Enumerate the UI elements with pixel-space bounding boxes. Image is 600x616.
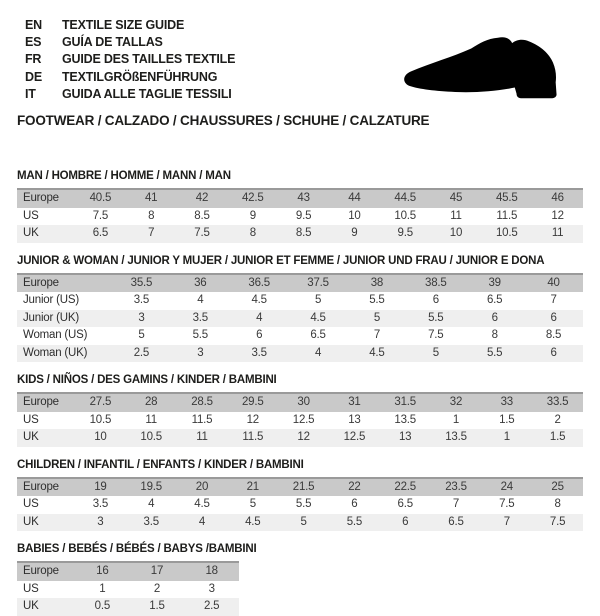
size-cell: 29.5	[241, 396, 264, 409]
size-cell: 11	[551, 227, 564, 240]
size-cell: 3	[197, 346, 204, 359]
size-cell: 43	[297, 192, 310, 205]
size-cell: 3.5	[192, 311, 208, 324]
size-cell: 10	[348, 209, 361, 222]
table-row	[17, 412, 583, 430]
size-cell: 32	[449, 396, 463, 409]
size-cell: 38.5	[425, 276, 447, 289]
size-cell: 4.5	[245, 515, 261, 528]
size-cell: 30	[297, 396, 310, 409]
size-cell: 10	[94, 431, 107, 444]
row-label: US	[23, 582, 39, 595]
size-cell: 8	[249, 227, 256, 240]
size-cell: 8.5	[545, 329, 562, 342]
size-cell: 2	[554, 413, 561, 426]
size-cell: 22.5	[394, 480, 416, 493]
size-cell: 12	[246, 413, 259, 426]
row-label: Europe	[23, 565, 59, 578]
size-cell: 3.5	[143, 515, 159, 528]
size-cell: 5.5	[192, 329, 208, 342]
table-title: KIDS / NIÑOS / DES GAMINS / KINDER / BAMBINI	[17, 374, 277, 387]
size-cell: 11.5	[496, 209, 518, 222]
table-row	[17, 479, 583, 497]
table-row	[17, 345, 583, 363]
size-cell: 37.5	[307, 276, 329, 289]
table-row	[17, 429, 583, 447]
size-cell: 13.5	[394, 413, 416, 426]
table-row	[17, 225, 583, 243]
language-code: DE	[25, 69, 42, 84]
size-cell: 4	[256, 311, 263, 324]
size-cell: 6.5	[486, 294, 503, 307]
size-table-children	[17, 459, 583, 532]
row-label: Europe	[23, 276, 59, 289]
table-title: CHILDREN / INFANTIL / ENFANTS / KINDER / BAMBINI	[17, 458, 304, 471]
size-cell: 13	[348, 413, 361, 426]
row-label: UK	[23, 515, 39, 528]
size-cell: 10.5	[140, 431, 162, 444]
row-label: Junior (US)	[23, 294, 79, 307]
size-cell: 31.5	[394, 396, 416, 409]
size-cell: 6	[256, 329, 263, 342]
table-row	[17, 581, 239, 599]
size-cell: 22	[348, 480, 361, 493]
size-cell: 44.5	[394, 192, 416, 205]
table-row	[17, 394, 583, 412]
size-cell: 36.5	[248, 276, 270, 289]
language-label: TEXTILGRÖßENFÜHRUNG	[62, 69, 218, 84]
language-code: ES	[25, 35, 42, 50]
size-cell: 3	[208, 582, 215, 595]
size-cell: 6	[402, 515, 409, 528]
row-label: Woman (UK)	[23, 346, 88, 359]
size-cell: 9	[351, 227, 358, 240]
row-label: UK	[23, 600, 39, 613]
size-cell: 1.5	[149, 600, 165, 613]
table-row	[17, 496, 583, 514]
table-row	[17, 190, 583, 208]
size-cell: 24	[500, 480, 513, 493]
size-tables	[17, 170, 583, 616]
row-label: Europe	[23, 396, 59, 409]
size-cell: 23.5	[445, 480, 467, 493]
table-rows	[17, 561, 239, 616]
language-row	[17, 17, 235, 34]
size-cell: 10.5	[495, 227, 518, 240]
language-row	[17, 69, 235, 86]
size-cell: 6	[351, 498, 358, 511]
size-cell: 31	[348, 396, 361, 409]
size-cell: 5	[432, 346, 439, 359]
row-label: Junior (UK)	[23, 311, 79, 324]
size-cell: 11	[196, 431, 208, 444]
table-rows	[17, 477, 583, 532]
size-cell: 44	[348, 192, 361, 205]
size-cell: 10.5	[89, 413, 112, 426]
size-cell: 42	[195, 192, 209, 205]
size-cell: 3	[138, 311, 145, 324]
row-label: US	[23, 498, 39, 511]
size-cell: 2	[153, 582, 161, 595]
size-cell: 13	[398, 431, 412, 444]
size-cell: 28	[144, 396, 158, 409]
size-cell: 4.5	[194, 498, 210, 511]
size-cell: 5.5	[486, 346, 503, 359]
size-cell: 6.5	[310, 329, 326, 342]
size-cell: 12	[551, 209, 564, 222]
size-cell: 5.5	[428, 311, 444, 324]
size-cell: 7	[503, 515, 510, 528]
page-header	[17, 12, 583, 103]
size-cell: 4	[197, 294, 204, 307]
language-code: EN	[25, 18, 42, 32]
size-cell: 9	[249, 209, 256, 222]
row-label: US	[23, 209, 39, 222]
language-list	[17, 17, 235, 103]
size-cell: 38	[370, 276, 384, 289]
size-cell: 8	[491, 329, 498, 342]
table-row	[17, 598, 239, 616]
size-cell: 8.5	[295, 227, 312, 240]
size-cell: 18	[205, 565, 218, 578]
size-cell: 11.5	[242, 431, 264, 444]
size-cell: 28.5	[191, 396, 213, 409]
size-cell: 40.5	[89, 192, 112, 205]
size-cell: 5	[138, 329, 145, 342]
size-cell: 11	[450, 209, 462, 222]
size-cell: 41	[144, 192, 158, 205]
size-cell: 10.5	[394, 209, 416, 222]
size-cell: 42.5	[241, 192, 264, 205]
size-cell: 3.5	[133, 294, 150, 307]
size-table-junior-woman	[17, 255, 583, 363]
size-cell: 4.5	[369, 346, 385, 359]
size-cell: 1	[99, 582, 106, 595]
size-cell: 33.5	[546, 396, 569, 409]
size-cell: 25	[551, 480, 564, 493]
size-cell: 4	[198, 515, 206, 528]
table-rows	[17, 188, 583, 243]
category-heading: FOOTWEAR / CALZADO / CHAUSSURES / SCHUHE / CALZATURE	[17, 113, 430, 129]
language-code: FR	[25, 52, 42, 67]
size-cell: 5.5	[295, 498, 312, 511]
size-cell: 16	[96, 565, 109, 578]
size-cell: 6.5	[397, 498, 413, 511]
size-cell: 7.5	[549, 515, 566, 528]
size-cell: 20	[195, 480, 209, 493]
size-cell: 6.5	[448, 515, 464, 528]
table-row	[17, 208, 583, 226]
table-rows	[17, 392, 583, 447]
size-cell: 9.5	[295, 209, 312, 222]
row-label: Woman (US)	[23, 329, 88, 342]
size-cell: 39	[488, 276, 501, 289]
dress-shoe-icon	[399, 36, 579, 100]
language-label: TEXTILE SIZE GUIDE	[62, 18, 185, 32]
language-row	[17, 51, 235, 68]
size-cell: 8	[148, 209, 155, 222]
size-cell: 7	[550, 294, 557, 307]
size-cell: 8	[554, 498, 561, 511]
size-cell: 40	[547, 276, 560, 289]
row-label: Europe	[23, 192, 59, 205]
size-cell: 11	[145, 413, 157, 426]
size-cell: 7.5	[428, 329, 444, 342]
size-cell: 5.5	[346, 515, 363, 528]
size-cell: 3	[97, 515, 104, 528]
size-cell: 12	[297, 431, 310, 444]
size-cell: 4.5	[251, 294, 267, 307]
size-cell: 5	[373, 311, 381, 324]
size-cell: 3.5	[92, 498, 109, 511]
size-cell: 4.5	[310, 311, 326, 324]
table-row	[17, 563, 239, 581]
size-cell: 7	[148, 227, 155, 240]
size-cell: 4	[314, 346, 322, 359]
size-cell: 19	[94, 480, 107, 493]
table-row	[17, 310, 583, 328]
size-cell: 5	[249, 498, 256, 511]
size-cell: 1	[503, 431, 510, 444]
table-row	[17, 327, 583, 345]
language-label: GUIDE DES TAILLES TEXTILE	[62, 52, 236, 67]
size-cell: 9.5	[397, 227, 413, 240]
row-label: UK	[23, 431, 39, 444]
size-cell: 2.5	[133, 346, 150, 359]
size-cell: 19.5	[140, 480, 162, 493]
size-cell: 10	[449, 227, 463, 240]
size-cell: 6	[491, 311, 498, 324]
size-cell: 46	[551, 192, 564, 205]
size-cell: 5	[314, 294, 322, 307]
size-cell: 5.5	[369, 294, 385, 307]
size-cell: 35.5	[130, 276, 153, 289]
language-code: IT	[25, 86, 36, 101]
size-cell: 12.5	[292, 413, 315, 426]
language-row	[17, 34, 235, 51]
size-cell: 12.5	[343, 431, 366, 444]
size-cell: 7.5	[194, 227, 210, 240]
size-cell: 45	[449, 192, 463, 205]
table-rows	[17, 273, 583, 363]
table-title: MAN / HOMBRE / HOMME / MANN / MAN	[17, 170, 231, 183]
size-cell: 33	[500, 396, 513, 409]
size-cell: 8.5	[194, 209, 210, 222]
size-cell: 13.5	[445, 431, 467, 444]
table-row	[17, 275, 583, 293]
size-table-man	[17, 170, 583, 243]
size-cell: 7	[373, 329, 381, 342]
row-label: UK	[23, 227, 39, 240]
size-cell: 5	[300, 515, 307, 528]
size-cell: 1.5	[499, 413, 515, 426]
size-cell: 11.5	[191, 413, 213, 426]
row-label: Europe	[23, 480, 59, 493]
size-cell: 2.5	[203, 600, 220, 613]
size-cell: 6	[550, 311, 557, 324]
size-cell: 27.5	[89, 396, 112, 409]
size-cell: 7.5	[92, 209, 109, 222]
size-table-babies	[17, 543, 257, 616]
size-cell: 6.5	[92, 227, 109, 240]
size-cell: 6	[432, 294, 439, 307]
table-row	[17, 292, 583, 310]
row-label: US	[23, 413, 39, 426]
size-cell: 36	[194, 276, 207, 289]
language-row	[17, 86, 235, 103]
size-cell: 0.5	[94, 600, 111, 613]
size-cell: 1	[452, 413, 460, 426]
table-row	[17, 514, 583, 532]
size-cell: 3.5	[251, 346, 267, 359]
size-cell: 45.5	[495, 192, 518, 205]
size-cell: 4	[148, 498, 155, 511]
language-label: GUIDA ALLE TAGLIE TESSILI	[62, 86, 232, 101]
size-cell: 7	[452, 498, 460, 511]
size-cell: 6	[550, 346, 557, 359]
table-title: JUNIOR & WOMAN / JUNIOR Y MUJER / JUNIOR ET FEMME / JUNIOR UND FRAU / JUNIOR E DONA	[17, 254, 545, 267]
table-title: BABIES / BEBÉS / BÉBÉS / BABYS /BAMBINI	[17, 543, 257, 556]
size-cell: 1.5	[549, 431, 566, 444]
size-cell: 21.5	[292, 480, 315, 493]
size-cell: 7.5	[499, 498, 515, 511]
size-table-kids	[17, 374, 583, 447]
size-cell: 17	[150, 565, 164, 578]
size-cell: 21	[246, 480, 259, 493]
language-label: GUÍA DE TALLAS	[62, 35, 163, 50]
